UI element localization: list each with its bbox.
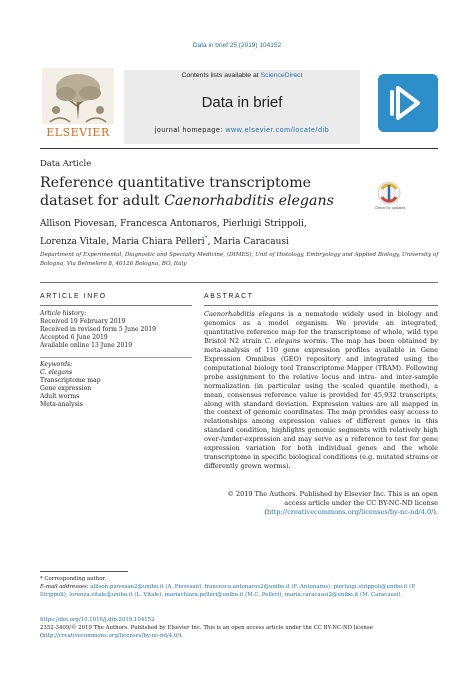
journal-homepage-line [124, 127, 360, 134]
homepage-prefix: journal homepage: [154, 127, 226, 134]
abstract-copyright [204, 490, 438, 517]
corresponding-author-note: * Corresponding author. [40, 576, 107, 582]
keywords [40, 361, 192, 410]
check-for-updates-label: Check for updates [374, 206, 406, 210]
elsevier-wordmark: ELSEVIER [46, 126, 110, 139]
history-item: Accepted 6 June 2019 [40, 334, 108, 342]
affiliation: Department of Experimental, Diagnostic and Specialty Medicine, (DIMES), Unit of Histology, Embryology and Applied Biology, University of Bologna, Via Belmeloro 8, 40126 Bologna, BO, Italy [40, 252, 439, 267]
article-history [40, 310, 192, 350]
article-title [40, 174, 360, 210]
article-type: Data Article [40, 158, 92, 168]
abstract-rule [204, 305, 438, 306]
email-list[interactable]: allison.piovesan2@unibo.it (A. Piovesan), francesca.antonaros2@unibo.it (F. Antonaros), pierluigi.strippoli@unibo.it (P. Strippoli), lorenza.vitale@unibo.it (L. Vitale), mariachiara.pelleri@unibo.it (M.C. Pelleri), maria.caracausi2@unibo.it (M. Caracausi). [40, 584, 416, 599]
journal-reference[interactable]: Data in brief 25 (2019) 104152 [192, 42, 282, 49]
history-item: Available online 13 June 2019 [40, 342, 133, 350]
keyword-item: Transcriptome map [40, 377, 101, 385]
bottom-matter [40, 616, 440, 641]
abstract-text-2: worms. The map has been obtained by meta-analysis of 110 gene expression profiles available in Gene Expression Omnibus (GEO) repository and integrated using the computational biology tool Transcriptome Mapper (TRAM). Following probe assignment to the relative locus and intra- and inter-sample normalization (in particular using the scaled quantile method), a mean, consensus reference value is provided for 45,932 transcripts, along with standard deviation. Expression values are all mapped in the context of genomic coordinates. The map provides easy access to relationships among expression values of different genes in this standard condition, highlights genomic segments with relatively high over-/under-expression and may serve as a reference to test for gene expression variation for both individual genes and the whole transcriptome in specific biological conditions (e.g. mutated strains or differently grown worms). [204, 336, 438, 471]
contents-availability-line [124, 72, 360, 79]
article-info-heading: ARTICLE INFO [40, 293, 107, 300]
keyword-item: C. elegans [40, 369, 73, 377]
keyword-item: Gene expression [40, 385, 92, 393]
corresponding-author-mark[interactable]: * [204, 234, 208, 242]
email-label: E-mail addresses: [40, 584, 89, 591]
authors-line-2-part-1: Lorenza Vitale, Maria Chiara Pelleri [40, 236, 205, 247]
history-label: Article history: [40, 310, 87, 317]
issn-license-line [40, 624, 440, 640]
title-text: Reference quantitative transcriptome dataset for adult [40, 175, 312, 209]
header-rule [40, 148, 438, 149]
keyword-item: Meta-analysis [40, 401, 83, 409]
history-rule [40, 357, 192, 358]
section-rule [40, 282, 438, 283]
doi-link[interactable]: https://doi.org/10.1016/j.dib.2019.104152 [40, 617, 155, 623]
license-link[interactable]: http://creativecommons.org/licenses/by-nc-nd/4.0/ [266, 507, 434, 516]
issn-end: ). [179, 633, 183, 640]
contents-prefix: Contents lists available at [181, 72, 261, 79]
authors-line-1: Allison Piovesan, Francesca Antonaros, Pierluigi Strippoli, [40, 219, 307, 229]
sciencedirect-link[interactable]: ScienceDirect [260, 72, 303, 79]
abstract-text-1: is a nematode widely used in biology and genomics as a model organism. We provide an integrated, quantitative reference map for the transcriptome of whole, wild type Bristol N2 strain [204, 310, 438, 345]
email-addresses [40, 583, 440, 599]
authors-line-2 [40, 232, 440, 250]
copyright-text: © 2019 The Authors. Published by Elsevier Inc. This is an open access article under the CC BY-NC-ND license ( [227, 490, 438, 516]
history-item: Received in revised form 5 June 2019 [40, 326, 157, 334]
abstract-body [204, 310, 438, 471]
article-info-rule [40, 305, 192, 306]
bottom-license-link[interactable]: http://creativecommons.org/licenses/by-nc-nd/4.0/ [42, 633, 180, 640]
issn-text: 2352-3409/© 2019 The Authors. Published by Elsevier Inc. This is an open access article under the CC BY-NC-ND license ( [40, 625, 373, 640]
footnote-rule [40, 571, 128, 572]
journal-title: Data in brief [201, 94, 283, 111]
abstract-species-2: C. elegans [264, 336, 301, 345]
keywords-label: Keywords: [40, 361, 73, 368]
keyword-item: Adult worms [40, 393, 80, 401]
abstract-heading: ABSTRACT [204, 293, 254, 300]
author-list [40, 218, 440, 249]
homepage-link[interactable]: www.elsevier.com/locate/dib [225, 127, 330, 134]
history-item: Received 19 February 2019 [40, 318, 126, 326]
footnotes [40, 575, 440, 600]
copyright-end: ). [433, 507, 438, 516]
authors-line-2-part-2: , Maria Caracausi [207, 236, 289, 247]
data-in-brief-logo [378, 74, 438, 132]
abstract-lead-species: Caenorhabditis elegans [204, 310, 285, 318]
title-species: Caenorhabditis elegans [164, 193, 334, 209]
